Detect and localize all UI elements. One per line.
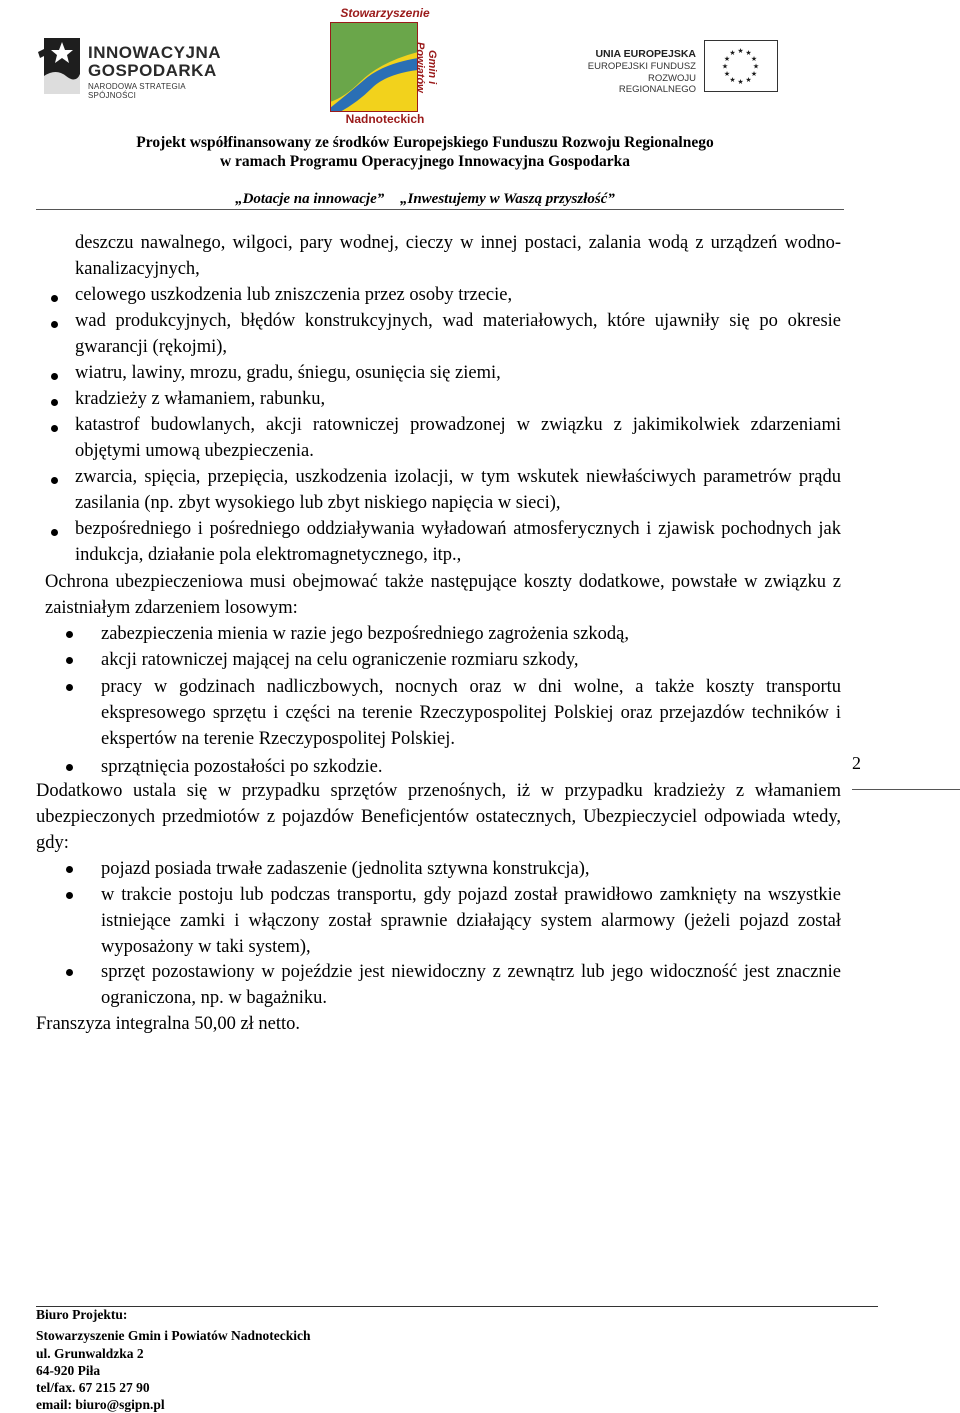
eu-logo [570,40,780,96]
list-item: sprzątnięcia pozostałości po szkodzie. [101,757,383,777]
header-slogans [0,189,850,209]
list-item: wad produkcyjnych, błędów konstrukcyjnych, wad materiałowych, które ujawniły się po okresie gwarancji (rękojmi), [75,311,841,357]
bullet [66,969,73,976]
svg-text:★: ★ [721,62,729,71]
bullet [66,764,73,771]
bullet [51,477,58,484]
list-item: zabezpieczenia mienia w razie jego bezpośredniego zagrożenia szkodą, [101,624,629,644]
stowarzyszenie-logo [326,6,444,124]
bullet [51,321,58,328]
bullet [51,373,58,380]
bullet [66,684,73,691]
innowacyjna-label: INNOWACYJNA [88,43,222,62]
footer-city: 64-920 Piła [36,1363,101,1378]
bullet [66,657,73,664]
footer-office-label: Biuro Projektu: [36,1307,128,1322]
svg-text:★: ★ [723,55,731,63]
list-item: celowego uszkodzenia lub zniszczenia przez osoby trzecie, [75,285,513,305]
svg-text:★: ★ [737,47,744,55]
eu-stars-icon [705,41,776,90]
svg-text:★: ★ [745,76,752,84]
gospodarka-label: GOSPODARKA [88,61,217,80]
unia-europejska-label: UNIA EUROPEJSKA [595,48,696,60]
footer-divider [36,1306,878,1307]
svg-text:★: ★ [750,70,758,78]
header-cofinancing-line: Projekt współfinansowany ze środków Europejskiego Funduszu Rozwoju Regionalnego [136,134,714,151]
bullet [66,866,73,873]
list-item: sprzęt pozostawiony w pojeździe jest niewidoczny z zewnątrz lub jego widoczność jest znacznie ograniczona, np. w bagażniku. [101,962,841,1008]
slogan-dotacje: „Dotacje na innowacje” [235,191,385,207]
svg-text:★: ★ [729,76,736,84]
header-divider [36,209,844,210]
innowacyjna-gospodarka-logo [36,32,226,102]
paragraph-portable-equipment: Dodatkowo ustala się w przypadku sprzętów przenośnych, iż w przypadku kradzieży z włamaniem ubezpieczonych przedmiotów z pojazdów Beneficjentów ostatecznych, Ubezpieczyciel odpowiada wtedy, gdy: [36,781,841,853]
paragraph-continuation: deszczu nawalnego, wilgoci, pary wodnej, cieczy w innej postaci, zalania wodą z urządzeń wodno-kanalizacyjnych, [75,233,841,279]
svg-text:★: ★ [752,62,760,71]
svg-text:★: ★ [745,49,752,57]
header-programme-line: w ramach Programu Operacyjnego Innowacyjna Gospodarka [219,153,631,170]
bullet [66,631,73,638]
stowarzyszenie-emblem-icon [330,22,418,112]
bullet [51,425,58,432]
europejski-fundusz-label: EUROPEJSKI FUNDUSZ [587,61,696,72]
stowarzyszenie-label: Stowarzyszenie [340,6,430,20]
footer-email: email: biuro@sgipn.pl [36,1397,165,1412]
svg-text:★: ★ [750,55,758,63]
list-item: bezpośredniego i pośredniego oddziaływania wyładowań atmosferycznych i zjawisk pochodnych jak indukcja, działanie pola elektromagnetycznego, itp., [75,519,841,565]
strategia-label: NARODOWA STRATEGIA SPÓJNOŚCI [88,82,186,100]
paragraph-additional-costs: Ochrona ubezpieczeniowa musi obejmować także następujące koszty dodatkowe, powstałe w związku z zaistniałym zdarzeniem losowym: [45,572,841,618]
bullet [66,892,73,899]
list-item: akcji ratowniczej mającej na celu ograniczenie rozmiaru szkody, [101,650,579,670]
bullet [51,529,58,536]
list-item: pracy w godzinach nadliczbowych, nocnych oraz w dni wolne, a także koszty transportu ekspresowego sprzętu i części na terenie Rzeczypospolitej Polskiej oraz przejazdów techników i ekspertów na terenie Rzeczypospolitej Polskiej. [101,677,841,749]
list-item: wiatru, lawiny, mrozu, gradu, śniegu, osunięcia się ziemi, [75,363,501,383]
svg-text:★: ★ [737,78,744,86]
eu-flag [704,40,778,92]
list-item: w trakcie postoju lub podczas transportu, gdy pojazd został prawidłowo zamknięty na wszystkie istniejące zamki i włączony został sprawnie działający system alarmowy (jeżeli pojazd został wyposażony w taki system), [101,885,841,957]
footer-organisation: Stowarzyszenie Gmin i Powiatów Nadnoteckich [36,1328,311,1343]
list-item: kradzieży z włamaniem, rabunku, [75,389,326,409]
gmin-i-powiatow-label: Gmin i Powiatów [414,41,438,93]
rozwoju-regionalnego-label: ROZWOJU REGIONALNEGO [618,73,696,95]
bullet [51,399,58,406]
list-item: katastrof budowlanych, akcji ratowniczej prowadzonej w związku z jakimikolwiek zdarzeniami objętymi umową ubezpieczenia. [75,415,841,461]
svg-text:★: ★ [723,70,731,78]
footer-phone: tel/fax. 67 215 27 90 [36,1380,150,1395]
bullet [51,295,58,302]
page-number-rule [852,789,960,790]
svg-text:★: ★ [729,49,736,57]
nadnoteckich-label: Nadnoteckich [345,112,425,126]
slogan-inwestujemy: „Inwestujemy w Waszą przyszłość” [400,191,615,207]
paragraph-franchise: Franszyza integralna 50,00 zł netto. [36,1014,301,1034]
innowacyjna-gospodarka-emblem-icon [36,32,86,102]
list-item: zwarcia, spięcia, przepięcia, uszkodzenia izolacji, w tym wskutek niewłaściwych parametrów prądu zasilania (np. zbyt wysokiego lub zbyt niskiego napięcia w sieci), [75,467,841,513]
page-number: 2 [852,753,861,773]
list-item: pojazd posiada trwałe zadaszenie (jednolita sztywna konstrukcja), [101,859,590,879]
footer-street: ul. Grunwaldzka 2 [36,1346,144,1361]
